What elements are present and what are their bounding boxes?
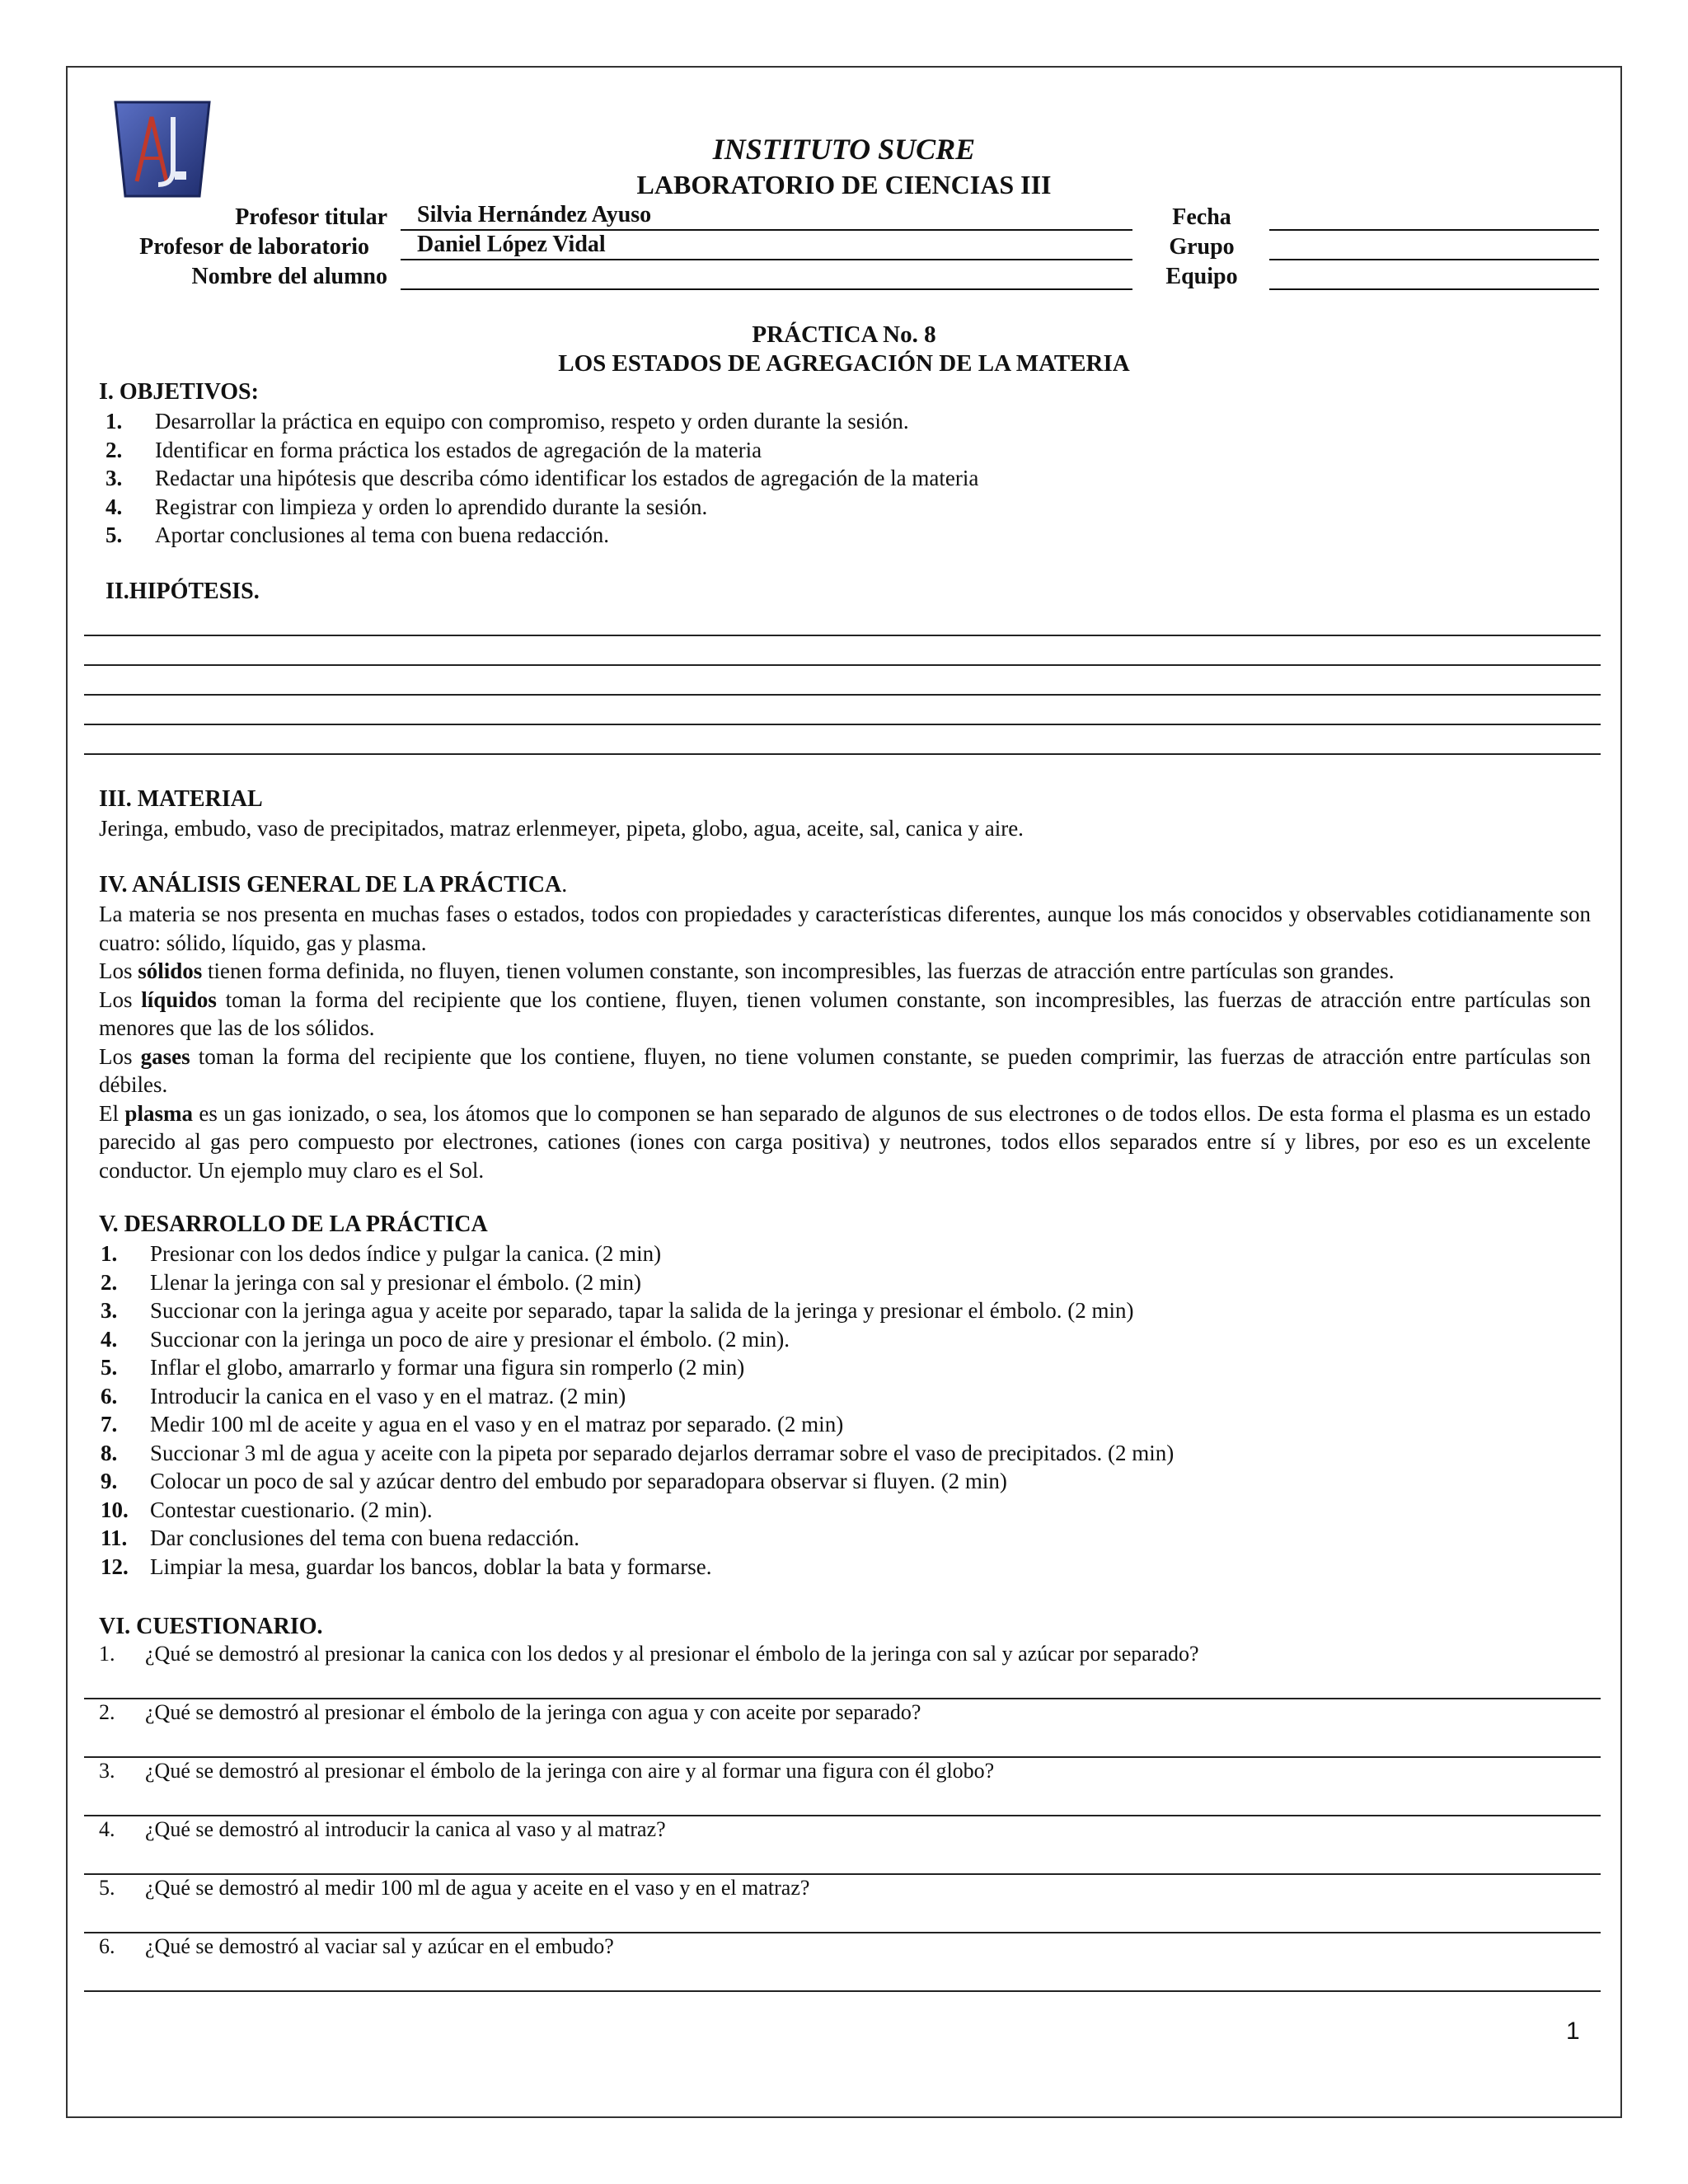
practice-title: LOS ESTADOS DE AGREGACIÓN DE LA MATERIA	[558, 350, 1130, 377]
field-value-group[interactable]	[1269, 232, 1599, 260]
development-heading: V. DESARROLLO DE LA PRÁCTICA	[99, 1212, 488, 1237]
question-item: 4. ¿Qué se demostró al introducir la canica al vaso y al matraz?	[99, 1817, 666, 1841]
list-item: 9. Colocar un poco de sal y azúcar dentro del embudo por separadopara observar si fluyen. (2 min)	[101, 1469, 1007, 1493]
institution-title: INSTITUTO SUCRE	[712, 133, 976, 166]
item-text: Redactar una hipótesis que describa cómo identificar los estados de agregación de la materia	[155, 466, 979, 490]
list-item: 12. Limpiar la mesa, guardar los bancos, doblar la bata y formarse.	[101, 1554, 712, 1579]
list-item: 5. Inflar el globo, amarrarlo y formar una figura sin romperlo (2 min)	[101, 1355, 745, 1380]
analysis-intro: La materia se nos presenta en muchas fases o estados, todos con propiedades y características diferentes, aunque los más conocidos y observables cotidianamente son cuatro: sólido, líquido, gas y plasma.	[99, 902, 1591, 955]
list-item	[89, 407, 978, 436]
item-number: 1.	[106, 409, 123, 434]
material-heading: III. MATERIAL	[99, 786, 263, 812]
field-value-student-name[interactable]	[401, 262, 1132, 290]
analysis-gases: Los gases toman la forma del recipiente que los contiene, fluyen, no tiene volumen constante, se pueden comprimir, las fuerzas de atracción entre partículas son débiles.	[99, 1043, 1592, 1097]
field-value-team[interactable]	[1269, 262, 1599, 290]
list-item: 10. Contestar cuestionario. (2 min).	[101, 1497, 433, 1522]
answer-line[interactable]	[84, 1698, 1601, 1699]
analysis-solids: Los sólidos tienen forma definida, no fluyen, tienen volumen constante, son incompresibles, las fuerzas de atracción entre partículas son grandes.	[99, 958, 1395, 983]
list-item: 6. Introducir la canica en el vaso y en el matraz. (2 min)	[101, 1383, 626, 1408]
term-solids: sólidos	[138, 958, 203, 983]
item-text: Desarrollar la práctica en equipo con compromiso, respeto y orden durante la sesión.	[155, 409, 909, 434]
item-text: Aportar conclusiones al tema con buena redacción.	[155, 523, 610, 547]
hypothesis-answer-line[interactable]	[84, 694, 1601, 696]
list-item	[89, 493, 978, 522]
list-item: 8. Succionar 3 ml de agua y aceite con la pipeta por separado dejarlos derramar sobre el vaso de precipitados. (2 min)	[101, 1440, 1175, 1465]
question-item: 3. ¿Qué se demostró al presionar el émbolo de la jeringa con aire y al formar una figura con él globo?	[99, 1759, 995, 1783]
practice-number: PRÁCTICA No. 8	[752, 321, 936, 348]
item-text: Identificar en forma práctica los estados de agregación de la materia	[155, 437, 762, 462]
field-label-professor: Profesor titular	[235, 204, 387, 230]
list-item	[89, 464, 978, 493]
term-liquids: líquidos	[141, 987, 217, 1012]
list-item: 7. Medir 100 ml de aceite y agua en el vaso y en el matraz por separado. (2 min)	[101, 1412, 844, 1436]
hypothesis-answer-line[interactable]	[84, 664, 1601, 666]
list-item: 4. Succionar con la jeringa un poco de aire y presionar el émbolo. (2 min).	[101, 1326, 790, 1352]
list-item	[89, 436, 978, 465]
item-number: 4.	[106, 494, 123, 519]
hypothesis-heading: II.HIPÓTESIS.	[106, 579, 260, 604]
question-item: 2. ¿Qué se demostró al presionar el émbolo de la jeringa con agua y con aceite por separado?	[99, 1700, 921, 1724]
list-item	[89, 521, 978, 550]
analysis-heading-dot: .	[561, 872, 568, 898]
list-item: 3. Succionar con la jeringa agua y aceite por separado, tapar la salida de la jeringa y presionar el émbolo. (2 min)	[101, 1298, 1134, 1323]
field-value-professor[interactable]: Silvia Hernández Ayuso	[401, 203, 1132, 231]
answer-line[interactable]	[84, 1990, 1601, 1992]
development-list	[89, 1240, 1174, 1581]
objectives-list	[89, 407, 978, 550]
answer-line[interactable]	[84, 1756, 1601, 1758]
list-item: 11. Dar conclusiones del tema con buena redacción.	[101, 1526, 580, 1550]
page-number: 1	[1566, 2018, 1580, 2045]
hypothesis-answer-line[interactable]	[84, 753, 1601, 755]
field-label-date: Fecha	[1172, 204, 1231, 230]
material-text: Jeringa, embudo, vaso de precipitados, matraz erlenmeyer, pipeta, globo, agua, aceite, sal, canica y aire.	[99, 816, 1024, 841]
field-value-date[interactable]	[1269, 203, 1599, 231]
analysis-body	[99, 900, 1591, 1184]
hypothesis-answer-line[interactable]	[84, 635, 1601, 636]
answer-line[interactable]	[84, 1873, 1601, 1875]
field-label-student-name: Nombre del alumno	[191, 264, 387, 289]
field-label-group: Grupo	[1169, 234, 1235, 260]
term-gases: gases	[140, 1043, 190, 1069]
field-label-lab-professor: Profesor de laboratorio	[139, 234, 369, 260]
list-item: 2. Llenar la jeringa con sal y presionar el émbolo. (2 min)	[101, 1269, 642, 1295]
analysis-plasma: El plasma es un gas ionizado, o sea, los átomos que lo componen se han separado de algunos de sus electrones o de todos ellos. De esta forma el plasma es un estado parecido al gas pero compuesto por electrones, cationes (iones con carga positiva) y neutrones, todos ellos separados entre sí y libres, por eso es un excelente conductor. Un ejemplo muy claro es el Sol.	[99, 1100, 1591, 1183]
lab-title: LABORATORIO DE CIENCIAS III	[636, 170, 1052, 199]
objectives-heading: I. OBJETIVOS:	[99, 379, 259, 405]
item-number: 3.	[106, 466, 123, 490]
question-item: 5. ¿Qué se demostró al medir 100 ml de agua y aceite en el vaso y en el matraz?	[99, 1876, 810, 1900]
item-number: 2.	[106, 437, 123, 462]
questionnaire-list	[99, 1642, 1599, 1993]
field-label-team: Equipo	[1165, 264, 1238, 289]
questionnaire-heading: VI. CUESTIONARIO.	[99, 1614, 323, 1639]
question-item: 1. ¿Qué se demostró al presionar la canica con los dedos y al presionar el émbolo de la jeringa con sal y azúcar por separado?	[99, 1642, 1199, 1666]
question-item: 6. ¿Qué se demostró al vaciar sal y azúcar en el embudo?	[99, 1934, 614, 1958]
analysis-liquids: Los líquidos toman la forma del recipiente que los contiene, fluyen, tienen volumen constante, son incompresibles, las fuerzas de atracción entre partículas son menores que las de los sólidos.	[99, 987, 1591, 1040]
hypothesis-answer-line[interactable]	[84, 724, 1601, 725]
field-value-lab-professor[interactable]: Daniel López Vidal	[401, 232, 1132, 260]
list-item: 1. Presionar con los dedos índice y pulgar la canica. (2 min)	[101, 1241, 662, 1266]
analysis-heading	[99, 872, 567, 898]
answer-line[interactable]	[84, 1815, 1601, 1816]
item-number: 5.	[106, 523, 123, 547]
item-text: Registrar con limpieza y orden lo aprendido durante la sesión.	[155, 494, 708, 519]
term-plasma: plasma	[124, 1100, 193, 1126]
answer-line[interactable]	[84, 1932, 1601, 1933]
analysis-heading-text: IV. ANÁLISIS GENERAL DE LA PRÁCTICA	[99, 872, 562, 898]
